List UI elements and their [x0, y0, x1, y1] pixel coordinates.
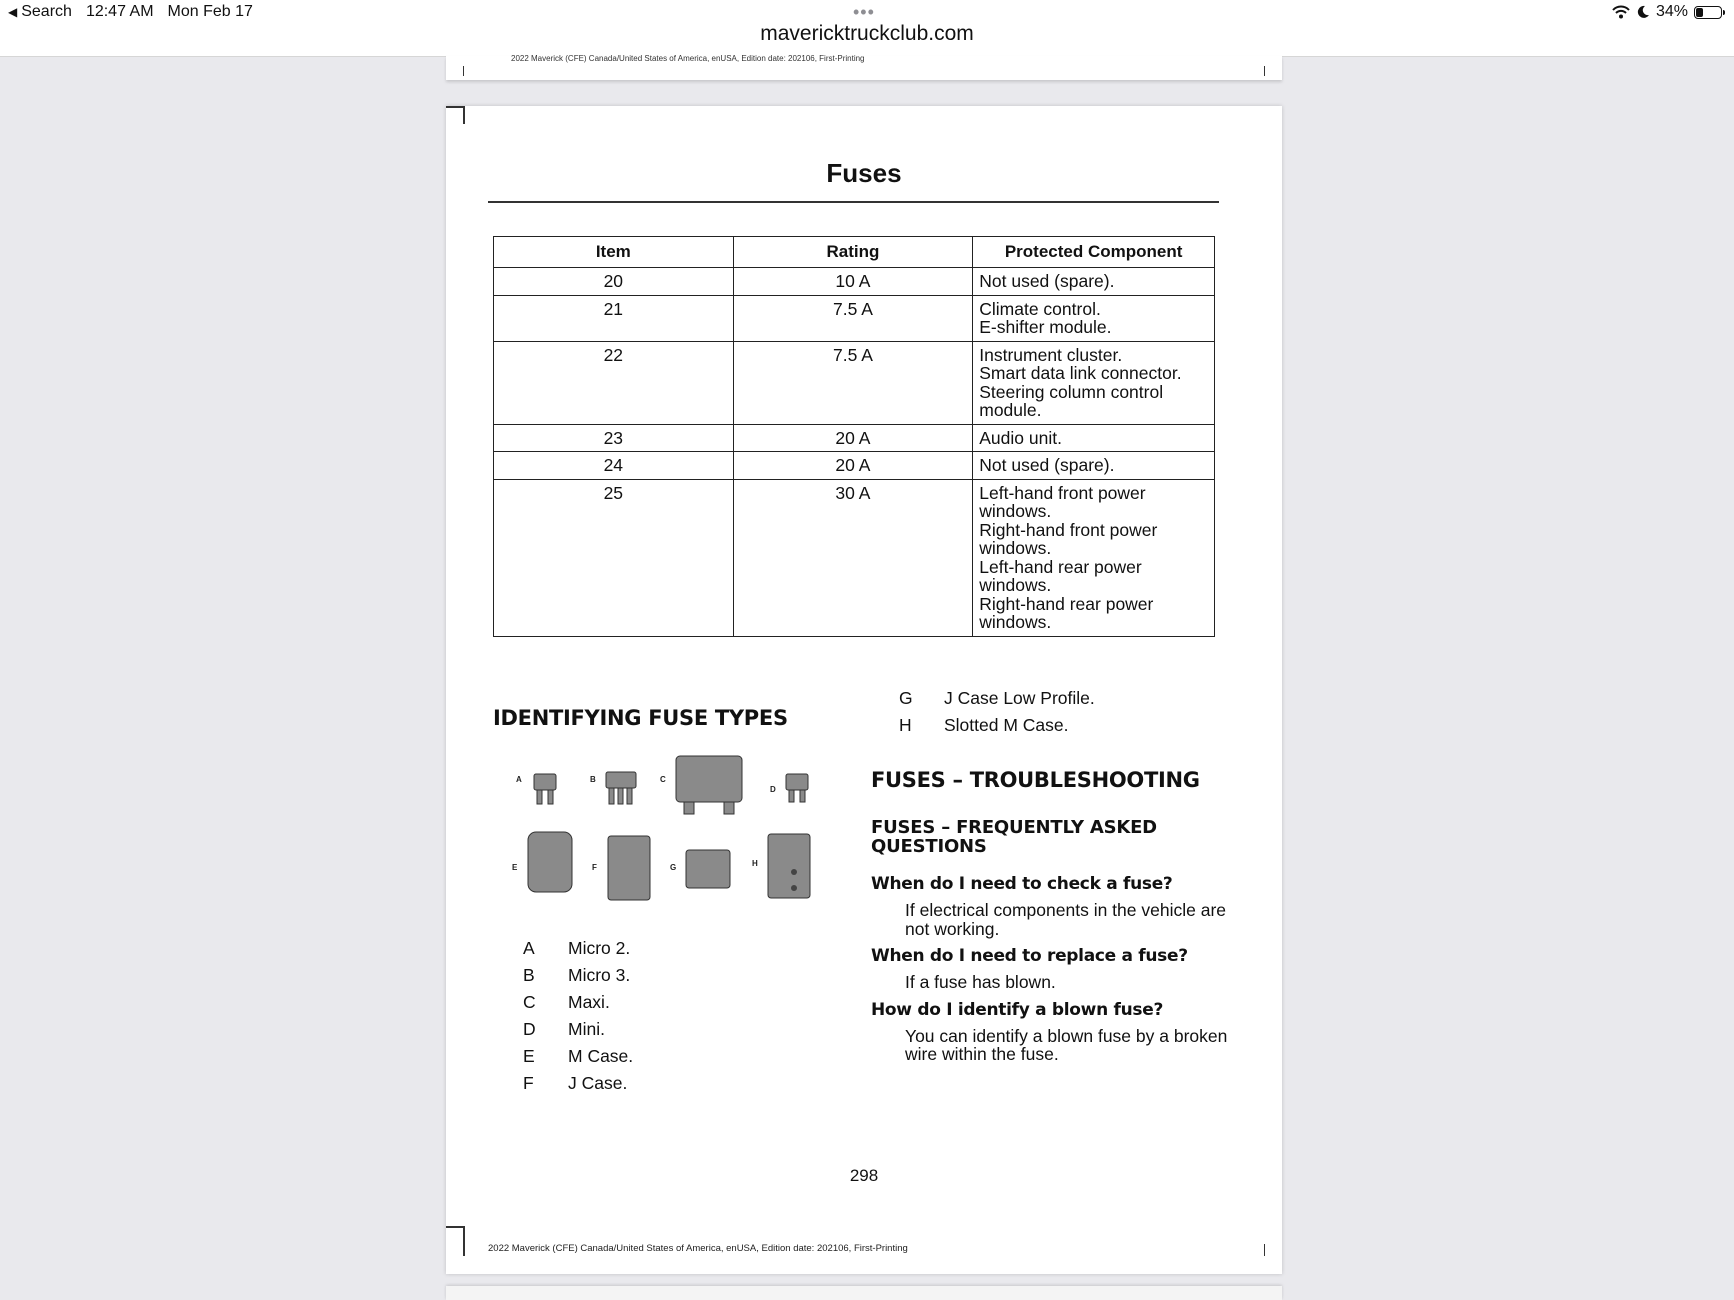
title-rule: [488, 201, 1219, 203]
fuse-type-key: A: [523, 938, 535, 958]
fuse-type-label: Micro 2.: [568, 938, 631, 958]
fuse-slot: [791, 885, 797, 891]
fuse-blade: [684, 802, 694, 814]
list-item: [899, 715, 1095, 742]
fuse-blade: [609, 788, 614, 804]
document-page: [446, 106, 1282, 1274]
fuse-blade: [537, 790, 542, 804]
cell-rating: 20 A: [733, 424, 973, 452]
list-item: [523, 965, 633, 992]
fuse-table: [493, 236, 1215, 637]
table-row: [494, 268, 1215, 296]
table-row: [494, 424, 1215, 452]
fuse-type-key: D: [523, 1019, 536, 1039]
back-label: Search: [21, 3, 72, 20]
multitasking-dots-icon[interactable]: •••: [853, 2, 875, 22]
fuse-j-case-low-profile-body: [686, 850, 730, 888]
previous-page-bottom: [446, 56, 1282, 80]
table-row: [494, 479, 1215, 636]
cell-rating: 7.5 A: [733, 341, 973, 424]
fuse-mini-body: [786, 774, 808, 790]
crop-mark: [463, 106, 465, 124]
list-item: [523, 992, 633, 1019]
figure-label-h: H: [752, 859, 758, 868]
fuse-slotted-m-case-body: [768, 834, 810, 898]
column-header-protected-component: Protected Component: [973, 237, 1215, 268]
cell-item: 21: [494, 295, 734, 341]
cell-component: Climate control. E-shifter module.: [973, 295, 1215, 341]
crop-mark: [463, 66, 464, 76]
fuse-m-case-body: [528, 832, 572, 892]
identifying-fuse-types-heading: IDENTIFYING FUSE TYPES: [493, 706, 788, 730]
fuse-blade: [618, 788, 623, 804]
faq-answer: You can identify a blown fuse by a broken wire within the fuse.: [905, 1025, 1228, 1064]
fuse-type-label: J Case Low Profile.: [944, 688, 1095, 708]
crop-mark: [1264, 1244, 1266, 1256]
fuse-maxi-body: [676, 756, 742, 802]
list-item: [523, 1046, 633, 1073]
cell-item: 22: [494, 341, 734, 424]
fuse-types-list: [523, 938, 633, 1100]
table-row: [494, 452, 1215, 480]
table-row: [494, 341, 1215, 424]
fuse-blade: [548, 790, 553, 804]
faq-heading: FUSES – FREQUENTLY ASKED QUESTIONS: [871, 817, 1157, 857]
cell-rating: 30 A: [733, 479, 973, 636]
fuse-type-key: E: [523, 1046, 535, 1066]
fuse-blade: [800, 790, 805, 802]
fuse-type-label: Micro 3.: [568, 965, 631, 985]
back-to-search-button[interactable]: [8, 3, 72, 21]
page-number: 298: [849, 1166, 879, 1185]
cell-rating: 20 A: [733, 452, 973, 480]
previous-page-footer: 2022 Maverick (CFE) Canada/United States of America, enUSA, Edition date: 202106, First-Printing: [511, 54, 865, 63]
cell-item: 23: [494, 424, 734, 452]
figure-label-a: A: [516, 775, 522, 784]
cell-component: Not used (spare).: [973, 452, 1215, 480]
cell-item: 25: [494, 479, 734, 636]
list-item: [899, 688, 1095, 715]
faq-answer: If a fuse has blown.: [905, 972, 1056, 992]
troubleshooting-heading: FUSES – TROUBLESHOOTING: [871, 768, 1200, 792]
faq-question: When do I need to check a fuse?: [871, 874, 1173, 894]
cell-component: Audio unit.: [973, 424, 1215, 452]
cell-component: Instrument cluster. Smart data link connector. Steering column control module.: [973, 341, 1215, 424]
status-time: 12:47 AM: [85, 3, 154, 20]
fuse-type-label: J Case.: [568, 1073, 628, 1093]
wifi-icon: [1612, 5, 1630, 19]
figure-label-g: G: [670, 863, 677, 872]
page-title: Fuses: [826, 158, 902, 188]
crop-mark: [446, 106, 464, 108]
fuse-type-key: C: [523, 992, 536, 1012]
url-bar[interactable]: mavericktruckclub.com: [760, 22, 974, 45]
faq-question: How do I identify a blown fuse?: [871, 999, 1164, 1020]
status-left: [8, 3, 253, 21]
battery-percent: 34%: [1655, 3, 1688, 20]
cell-rating: 10 A: [733, 268, 973, 296]
fuse-type-key: B: [523, 965, 535, 985]
fuse-slot: [791, 869, 797, 875]
list-item: [523, 1073, 633, 1100]
back-arrow-icon: ◀: [8, 5, 18, 19]
fuse-type-key: H: [899, 715, 912, 735]
moon-icon: [1636, 5, 1650, 19]
page-footer: 2022 Maverick (CFE) Canada/United States of America, enUSA, Edition date: 202106, First-Printing: [488, 1243, 908, 1254]
table-row: [494, 295, 1215, 341]
fuse-types-list-continued: [899, 688, 1095, 742]
browser-status-bar: [0, 0, 1734, 57]
faq-answer: If electrical components in the vehicle are not working.: [905, 900, 1226, 939]
list-item: [523, 1019, 633, 1046]
crop-mark: [446, 1226, 464, 1228]
crop-mark: [463, 1226, 465, 1256]
figure-label-b: B: [590, 775, 596, 784]
fuse-j-case-body: [608, 836, 650, 900]
fuse-type-label: Mini.: [568, 1019, 605, 1039]
column-header-rating: Rating: [733, 237, 973, 268]
fuse-blade: [789, 790, 794, 802]
figure-label-d: D: [770, 785, 776, 794]
fuse-micro2-body: [534, 774, 556, 790]
fuse-types-illustration: [506, 746, 826, 926]
column-header-item: Item: [494, 237, 734, 268]
faq-list: [871, 874, 1231, 1072]
fuse-type-label: M Case.: [568, 1046, 634, 1066]
battery-icon: [1694, 6, 1722, 19]
list-item: [523, 938, 633, 965]
fuse-type-label: Slotted M Case.: [944, 715, 1069, 735]
fuse-type-key: G: [899, 688, 913, 708]
next-page-top: [446, 1286, 1282, 1300]
cell-item: 20: [494, 268, 734, 296]
faq-question: When do I need to replace a fuse?: [871, 946, 1188, 966]
fuse-micro3-body: [606, 772, 636, 788]
fuse-blade: [627, 788, 632, 804]
cell-component: Left-hand front power windows. Right-hand front power windows. Left-hand rear power windows. Right-hand rear power windows.: [973, 479, 1215, 636]
status-right: [1612, 3, 1722, 21]
cell-item: 24: [494, 452, 734, 480]
table-header-row: [494, 237, 1215, 268]
fuse-type-label: Maxi.: [568, 992, 610, 1012]
figure-label-c: C: [660, 775, 666, 784]
cell-rating: 7.5 A: [733, 295, 973, 341]
crop-mark: [1264, 66, 1265, 76]
fuse-blade: [724, 802, 734, 814]
cell-component: Not used (spare).: [973, 268, 1215, 296]
fuse-type-key: F: [523, 1073, 534, 1093]
status-date: Mon Feb 17: [167, 3, 253, 20]
figure-label-e: E: [512, 863, 518, 872]
figure-label-f: F: [592, 863, 597, 872]
